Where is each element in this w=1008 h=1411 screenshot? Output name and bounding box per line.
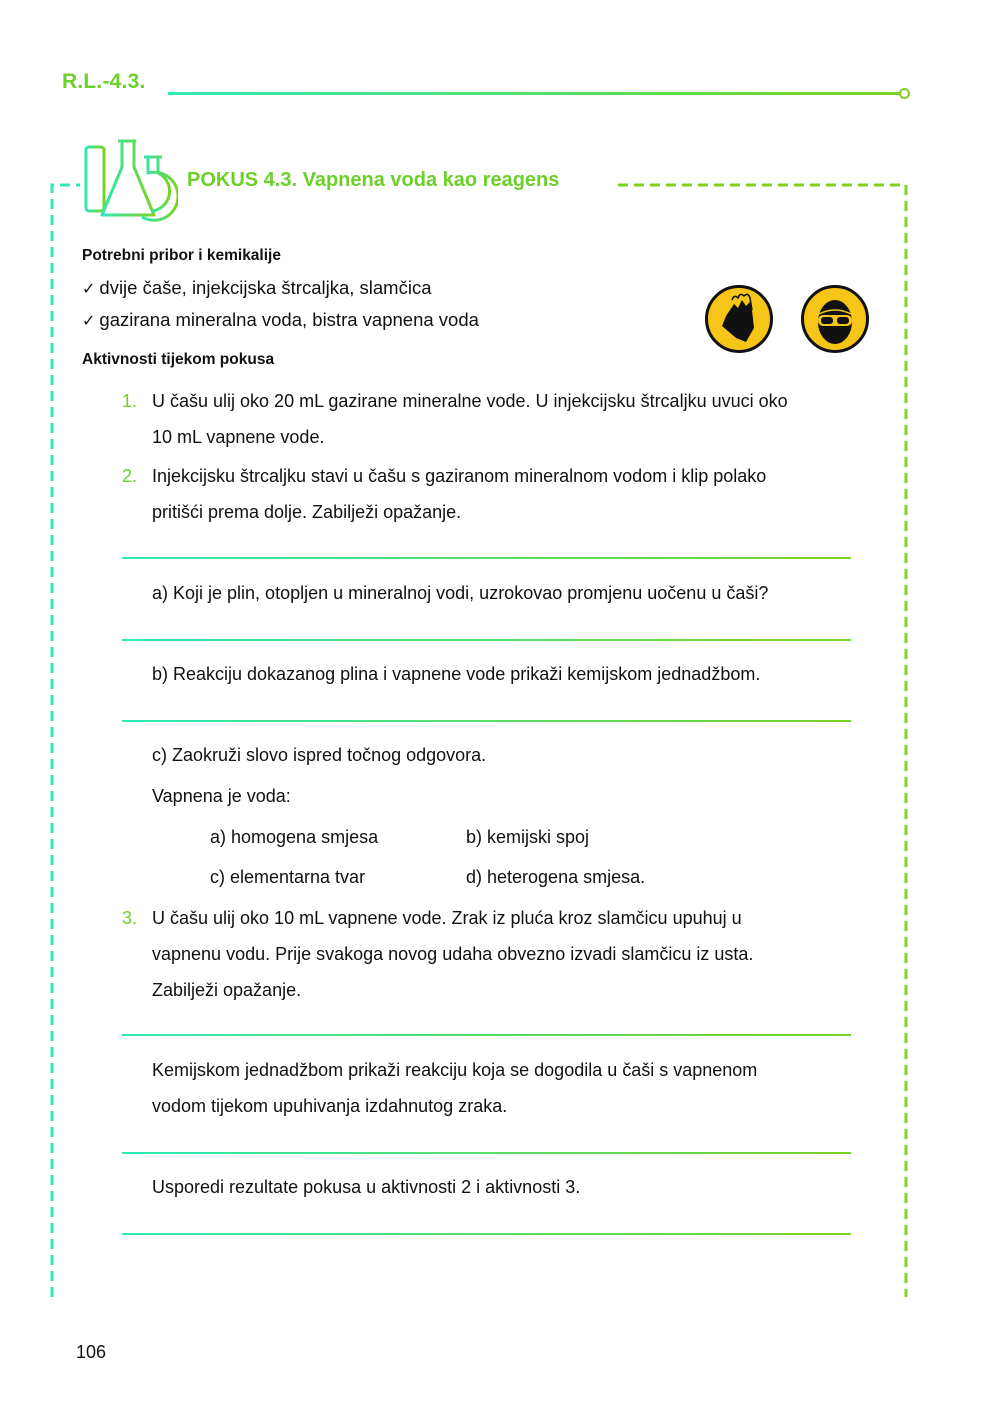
checkmark-icon: ✓	[82, 281, 96, 298]
step-number: 1.	[122, 391, 138, 411]
step-3-compare-prompt: Usporedi rezultate pokusa u aktivnosti 2 i aktivnosti 3.	[152, 1177, 581, 1197]
lab-flasks-icon	[82, 133, 178, 223]
gloves-required-icon	[705, 285, 773, 353]
answer-line-question-a[interactable]	[122, 639, 851, 641]
equipment-item: ✓ gazirana mineralna voda, bistra vapnena voda	[82, 309, 479, 330]
equipment-heading: Potrebni pribor i kemikalije	[82, 247, 281, 264]
question-c-stem: Vapnena je voda:	[152, 786, 291, 806]
answer-line-compare[interactable]	[122, 1233, 851, 1235]
safety-goggles-required-icon	[801, 285, 869, 353]
equipment-item: ✓ dvije čaše, injekcijska štrcaljka, slamčica	[82, 277, 432, 298]
option-d[interactable]: d) heterogena smjesa.	[466, 867, 646, 887]
step-1-text: U čašu ulij oko 20 mL gazirane mineralne vode. U injekcijsku štrcaljku uvuci oko 10 mL vapnene vode.	[152, 391, 788, 447]
header-rule	[168, 92, 902, 95]
option-b[interactable]: b) kemijski spoj	[466, 827, 590, 847]
activities-heading: Aktivnosti tijekom pokusa	[82, 351, 275, 368]
answer-line-observation-3[interactable]	[122, 1034, 851, 1036]
step-2-text: Injekcijsku štrcaljku stavi u čašu s gaziranom mineralnom vodom i klip polako pritišći prema dolje. Zabilježi opažanje.	[152, 466, 767, 522]
answer-line-question-b[interactable]	[122, 720, 851, 722]
option-a[interactable]: a) homogena smjesa	[210, 827, 379, 847]
question-a: a) Koji je plin, otopljen u mineralnoj vodi, uzrokovao promjenu uočenu u čaši?	[152, 583, 769, 603]
step-number: 3.	[122, 908, 138, 928]
header-rule-end-dot	[899, 88, 910, 99]
answer-line-equation[interactable]	[122, 1152, 851, 1154]
step-3-text: U čašu ulij oko 10 mL vapnene vode. Zrak iz pluća kroz slamčicu upuhuj u vapnenu vodu. Prije svakoga novog udaha obvezno izvadi slamčicu iz usta. Zabilježi opažanje.	[152, 908, 754, 1000]
answer-line-observation-2[interactable]	[122, 557, 851, 559]
option-c[interactable]: c) elementarna tvar	[210, 867, 366, 887]
experiment-title: POKUS 4.3. Vapnena voda kao reagens	[187, 169, 565, 192]
step-3-equation-prompt: Kemijskom jednadžbom prikaži reakciju koja se dogodila u čaši s vapnenom vodom tijekom upuhivanja izdahnutog zraka.	[152, 1060, 758, 1116]
question-c: c) Zaokruži slovo ispred točnog odgovora.	[152, 745, 487, 765]
page-number: 106	[76, 1342, 107, 1362]
section-code: R.L.-4.3.	[62, 70, 146, 93]
checkmark-icon: ✓	[82, 313, 96, 330]
question-b: b) Reakciju dokazanog plina i vapnene vode prikaži kemijskom jednadžbom.	[152, 664, 761, 684]
step-number: 2.	[122, 466, 138, 486]
